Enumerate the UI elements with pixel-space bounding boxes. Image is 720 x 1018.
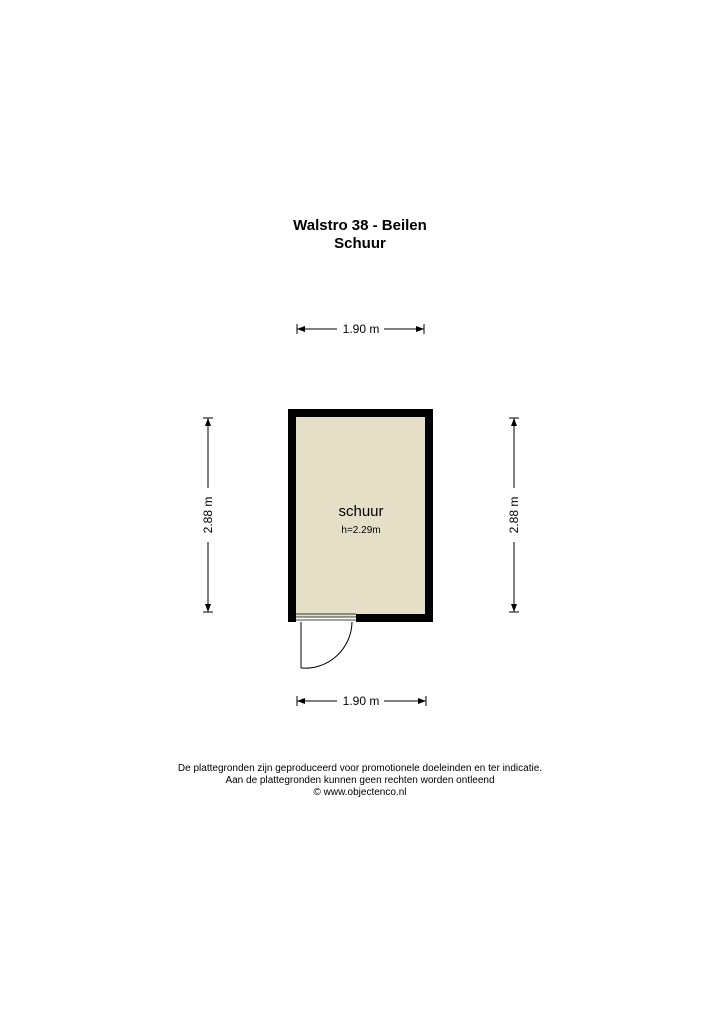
disclaimer-line-2: Aan de plattegronden kunnen geen rechten worden ontleend	[225, 775, 495, 786]
room-height: h=2.29m	[341, 525, 381, 536]
left-dimension-label: 2.88 m	[201, 496, 215, 534]
top-dimension-label: 1.90 m	[342, 322, 380, 336]
disclaimer-line-1: De plattegronden zijn geproduceerd voor promotionele doeleinden en ter indicatie.	[177, 763, 543, 774]
top-dimension	[297, 322, 424, 336]
bottom-dimension-label: 1.90 m	[342, 694, 380, 708]
copyright: © www.objectenco.nl	[313, 787, 407, 798]
door-icon	[301, 622, 352, 668]
left-dimension	[201, 418, 215, 612]
floor-title: Schuur	[334, 235, 386, 252]
right-dimension-label: 2.88 m	[507, 496, 521, 534]
room-name: schuur	[338, 503, 384, 520]
right-dimension	[507, 418, 521, 612]
room-schuur	[288, 409, 433, 668]
address-title: Walstro 38 - Beilen	[293, 217, 427, 234]
bottom-dimension	[297, 694, 426, 708]
